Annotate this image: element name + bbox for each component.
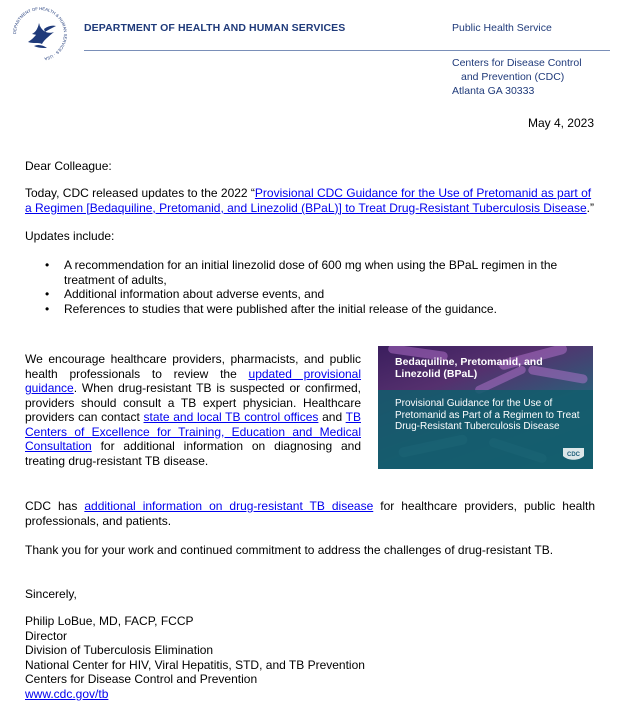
thanks-paragraph: Thank you for your work and continued commitment to address the challenges of drug-resistant TB. bbox=[25, 543, 554, 557]
tb-control-offices-link[interactable]: state and local TB control offices bbox=[143, 410, 319, 424]
letterhead-divider bbox=[84, 50, 610, 51]
drug-resistant-tb-info-link[interactable]: additional information on drug-resistant TB disease bbox=[84, 499, 374, 513]
closing: Sincerely, bbox=[25, 587, 77, 601]
agency-line: Atlanta GA 30333 bbox=[452, 85, 535, 97]
list-item bbox=[45, 258, 585, 287]
updated-guidance-link[interactable]: updated provisional guidance bbox=[25, 366, 362, 395]
agency-address bbox=[452, 56, 582, 98]
salutation: Dear Colleague: bbox=[25, 159, 112, 173]
intro-paragraph bbox=[25, 186, 597, 215]
signer-division: Division of Tuberculosis Elimination bbox=[25, 643, 214, 657]
intro-text-end: .” bbox=[586, 200, 594, 215]
tb-centers-of-excellence-link[interactable]: TB Centers of Excellence for Training, Education and Medical Consultation bbox=[25, 410, 361, 453]
promo-subtitle: Provisional Guidance for the Use of Pretomanid as Part of a Regimen to Treat Drug-Resistant Tuberculosis Disease bbox=[395, 398, 580, 432]
list-item-text: References to studies that were published after the initial release of the guidance. bbox=[64, 301, 497, 316]
guidance-link[interactable]: Provisional CDC Guidance for the Use of Pretomanid as part of a Regimen [Bedaquiline, Pretomanid, and Linezolid (BPaL)] to Treat Drug-Resistant Tuberculosis Disease bbox=[25, 186, 592, 215]
signature-block bbox=[25, 614, 365, 701]
svg-text:DEPARTMENT OF HEALTH & HUMAN S: DEPARTMENT OF HEALTH & HUMAN SERVICES · USA bbox=[11, 5, 69, 62]
public-health-service-label: Public Health Service bbox=[452, 22, 552, 34]
paragraph-text: . When drug-resistant TB is suspected or confirmed, providers should consult a TB expert physician. Healthcare providers can contact bbox=[25, 381, 361, 424]
list-item bbox=[45, 302, 585, 317]
cdc-tb-website-link[interactable]: www.cdc.gov/tb bbox=[25, 686, 109, 701]
promo-heading: Bedaquiline, Pretomanid, and Linezolid (BPaL) bbox=[395, 356, 543, 380]
encourage-paragraph bbox=[25, 352, 361, 468]
signer-name: Philip LoBue, MD, FACP, FCCP bbox=[25, 614, 194, 628]
list-item-text: Additional information about adverse events, and bbox=[64, 287, 325, 301]
paragraph-text: for healthcare providers, public health professionals, and patients. bbox=[25, 499, 595, 528]
paragraph-text: and bbox=[318, 410, 346, 424]
intro-text: Today, CDC released updates to the 2022 “ bbox=[25, 186, 255, 200]
signer-agency: Centers for Disease Control and Prevention bbox=[25, 672, 258, 686]
list-item-text: A recommendation for an initial linezolid dose of 600 mg when using the BPaL regimen in the treatment of adults, bbox=[64, 258, 558, 287]
svg-text:CDC: CDC bbox=[567, 452, 580, 458]
agency-line: Centers for Disease Control bbox=[452, 57, 582, 69]
list-item bbox=[45, 287, 585, 302]
bullet-icon: • bbox=[45, 287, 50, 301]
department-name: DEPARTMENT OF HEALTH AND HUMAN SERVICES bbox=[84, 22, 346, 34]
letter-date: May 4, 2023 bbox=[527, 116, 594, 130]
bullet-icon: • bbox=[45, 258, 50, 272]
bpal-guidance-graphic[interactable] bbox=[378, 346, 593, 469]
bullet-icon: • bbox=[45, 301, 50, 316]
paragraph-text: CDC has bbox=[25, 499, 85, 513]
cdc-logo-icon bbox=[561, 446, 586, 462]
more-info-paragraph bbox=[25, 499, 595, 528]
paragraph-text: We encourage healthcare providers, pharmacists, and public health professionals to review the bbox=[25, 352, 361, 381]
paragraph-text: for additional information on diagnosing and treating drug-resistant TB disease. bbox=[25, 439, 361, 468]
updates-list bbox=[45, 258, 585, 316]
signer-title: Director bbox=[25, 628, 68, 643]
signer-center: National Center for HIV, Viral Hepatitis, STD, and TB Prevention bbox=[25, 657, 365, 672]
updates-label: Updates include: bbox=[25, 229, 115, 243]
hhs-seal-logo bbox=[10, 4, 70, 64]
agency-line: and Prevention (CDC) bbox=[461, 71, 565, 83]
